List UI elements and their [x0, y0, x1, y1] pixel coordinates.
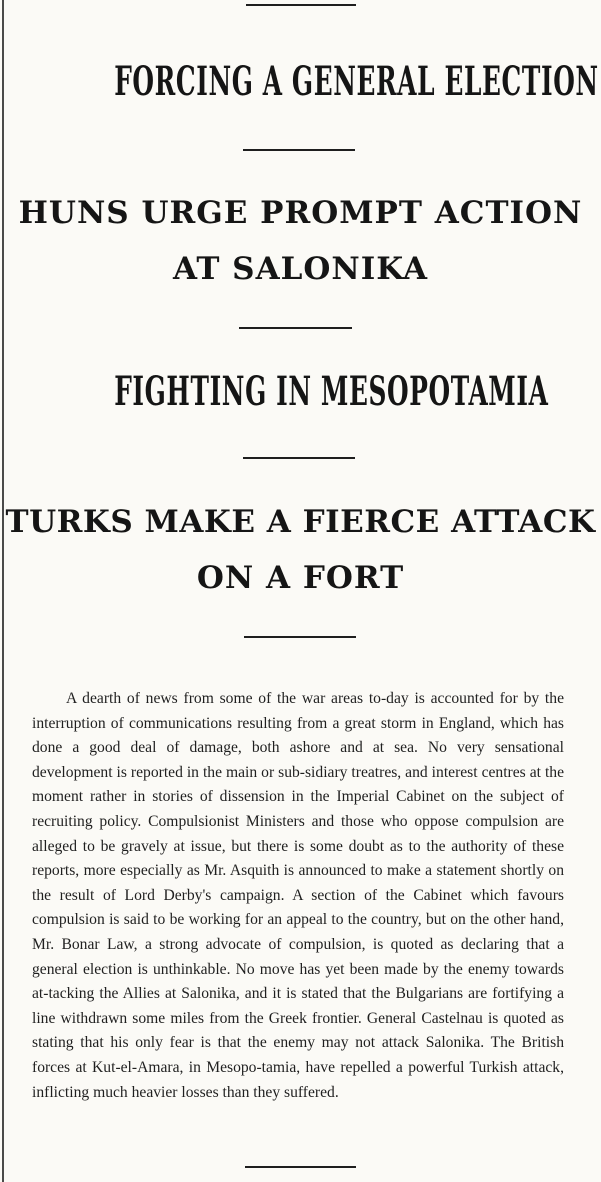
article-body: A dearth of news from some of the war areas to-day is accounted for by the interruption of communications resulting from a great storm in England, which has done a good deal of damage, both ashore and at sea. No very sensational development is reported in the main or sub-sidiary treatres, and interest centres at the moment rather in stories of dissension in the Imperial Cabinet on the subject of recruiting policy. Compulsionist Ministers and those who oppose compulsion are alleged to be gravely at issue, but there is some doubt as to the authority of these reports, more especially as Mr. Asquith is announced to make a statement shortly on the result of Lord Derby's campaign. A section of the Cabinet which favours compulsion is said to be working for an appeal to the country, but on the other hand, Mr. Bonar Law, a strong advocate of compulsion, is quoted as declaring that a general election is unthinkable. No move has yet been made by the enemy towards at-tacking the Allies at Salonika, and it is stated that the Bulgarians are fortifying a line withdrawn some miles from the Greek frontier. General Castelnau is quoted as stating that his only fear is that the enemy may not attack Salonika. The British forces at Kut-el-Amara, in Mesopo-tamia, have repelled a powerful Turkish attack, inflicting much heavier losses than they suffered.: [32, 690, 564, 1101]
headline-mesopotamia: FIGHTING IN MESOPOTAMIA: [114, 368, 549, 415]
divider-rule-2: [239, 327, 352, 329]
divider-rule-1: [243, 149, 355, 151]
headline-huns-urge-line-1: HUNS URGE PROMPT ACTION: [18, 195, 583, 231]
top-rule: [246, 4, 356, 6]
divider-rule-3: [243, 457, 355, 459]
headline-huns-urge-line-2: AT SALONIKA: [172, 251, 429, 287]
headline-turks-attack-line-2: ON A FORT: [196, 560, 405, 596]
bottom-rule: [245, 1166, 356, 1168]
headline-turks-attack-line-1: TURKS MAKE A FIERCE ATTACK: [5, 504, 596, 540]
divider-rule-4: [244, 636, 356, 638]
headline-general-election: FORCING A GENERAL ELECTION: [114, 58, 599, 105]
